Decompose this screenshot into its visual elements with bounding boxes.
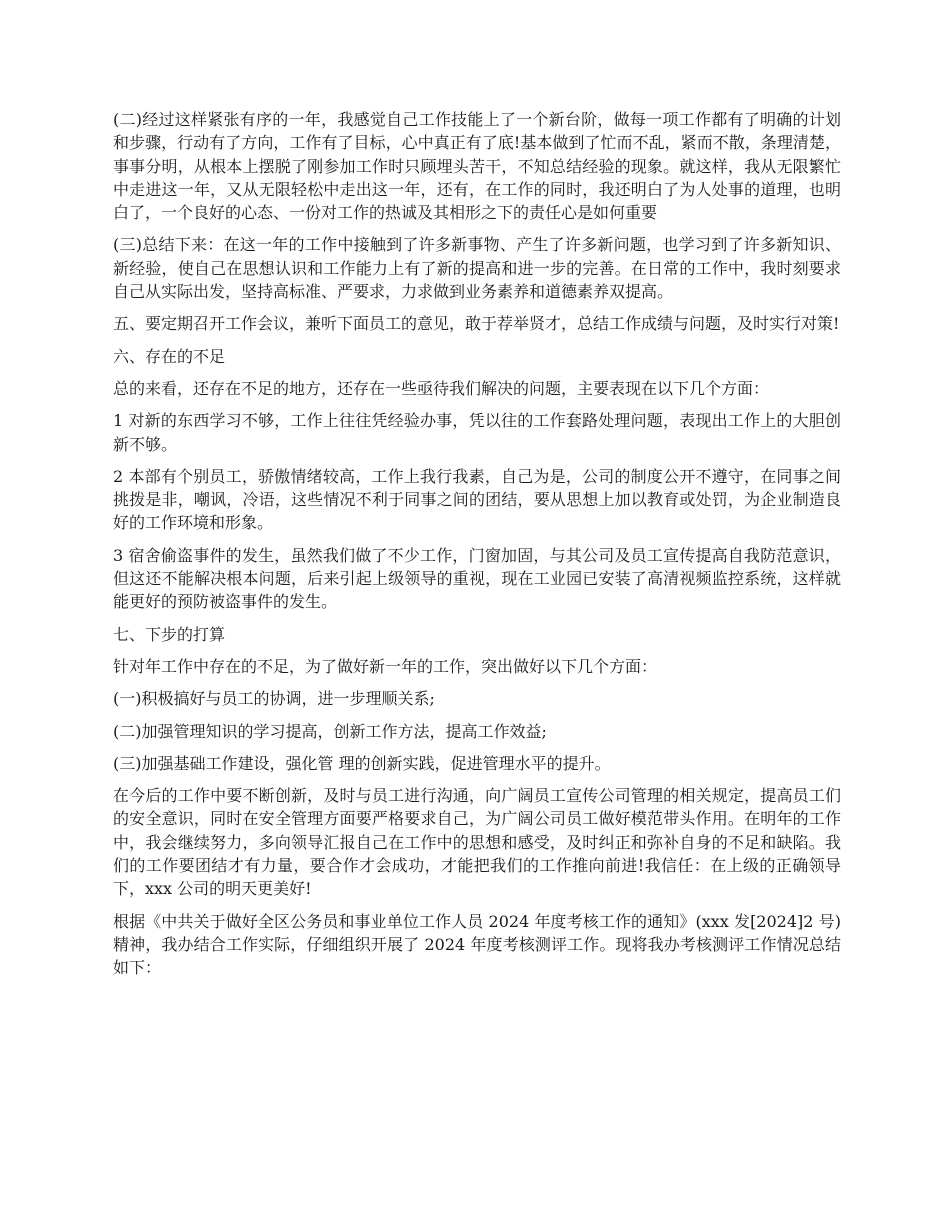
paragraph-section-five: 五、要定期召开工作会议，兼听下面员工的意见，敢于荐举贤才，总结工作成绩与问题，及时实行对策! <box>113 314 840 334</box>
paragraph-plan-intro: 针对年工作中存在的不足，为了做好新一年的工作，突出做好以下几个方面： <box>113 656 658 676</box>
plan-item-2: (二)加强管理知识的学习提高，创新工作方法，提高工作效益; <box>113 721 547 741</box>
document-body <box>113 108 841 989</box>
list-item-3: 3 宿舍偷盗事件的发生，虽然我们做了不少工作，门窗加固，与其公司及员工宣传提高自我防范意识，但这还不能解决根本问题，后来引起上级领导的重视，现在工业园已安装了高清视频监控系统，这样就能更好的预防被盗事件的发生。 <box>113 545 841 612</box>
plan-item-3: (三)加强基础工作建设，强化管 理的创新实践，促进管理水平的提升。 <box>113 753 611 773</box>
list-item-1: 1 对新的东西学习不够，工作上往往凭经验办事，凭以往的工作套路处理问题，表现出工作上的大胆创新不够。 <box>113 411 841 454</box>
list-item-2: 2 本部有个别员工，骄傲情绪较高，工作上我行我素，自己为是，公司的制度公开不遵守，在同事之间挑拨是非，嘲讽，冷语，这些情况不利于同事之间的团结，要从思想上加以教育或处罚，为企业制造良好的工作环境和形象。 <box>113 466 841 533</box>
heading-next-plan: 七、下步的打算 <box>113 624 226 644</box>
paragraph-summary: (三)总结下来：在这一年的工作中接触到了许多新事物、产生了许多新问题，也学习到了许多新知识、新经验，使自己在思想认识和工作能力上有了新的提高和进一步的完善。在日常的工作中，我时刻要求自己从实际出发，坚持高标准、严要求，力求做到业务素养和道德素养双提高。 <box>113 235 841 302</box>
paragraph-work-skills: (二)经过这样紧张有序的一年，我感觉自己工作技能上了一个新台阶，做每一项工作都有了明确的计划和步骤，行动有了方向，工作有了目标，心中真正有了底!基本做到了忙而不乱，紧而不散，条理清楚，事事分明，从根本上摆脱了刚参加工作时只顾埋头苦干，不知总结经验的现象。就这样，我从无限繁忙中走进这一年，又从无限轻松中走出这一年，还有，在工作的同时，我还明白了为人处事的道理，也明白了，一个良好的心态、一份对工作的热诚及其相形之下的责任心是如何重要 <box>113 110 841 223</box>
paragraph-shortcomings-intro: 总的来看，还存在不足的地方，还存在一些亟待我们解决的问题，主要表现在以下几个方面： <box>113 378 770 398</box>
paragraph-assessment: 根据《中共关于做好全区公务员和事业单位工作人员 2024 年度考核工作的通知》(xxx 发[2024]2 号)精神，我办结合工作实际，仔细组织开展了 2024 年度考核测评工作。现将我办考核测评工作情况总结如下： <box>113 911 841 978</box>
paragraph-future-work: 在今后的工作中要不断创新，及时与员工进行沟通，向广阔员工宣传公司管理的相关规定，提高员工们的安全意识，同时在安全管理方面要严格要求自己，为广阔公司员工做好模范带头作用。在明年的工作中，我会继续努力，多向领导汇报自己在工作中的思想和感受，及时纠正和弥补自身的不足和缺陷。我们的工作要团结才有力量，要合作才会成功，才能把我们的工作推向前进!我信任：在上级的正确领导下，xxx 公司的明天更美好! <box>113 786 841 899</box>
heading-shortcomings: 六、存在的不足 <box>113 346 226 366</box>
plan-item-1: (一)积极搞好与员工的协调，进一步理顺关系; <box>113 689 435 709</box>
